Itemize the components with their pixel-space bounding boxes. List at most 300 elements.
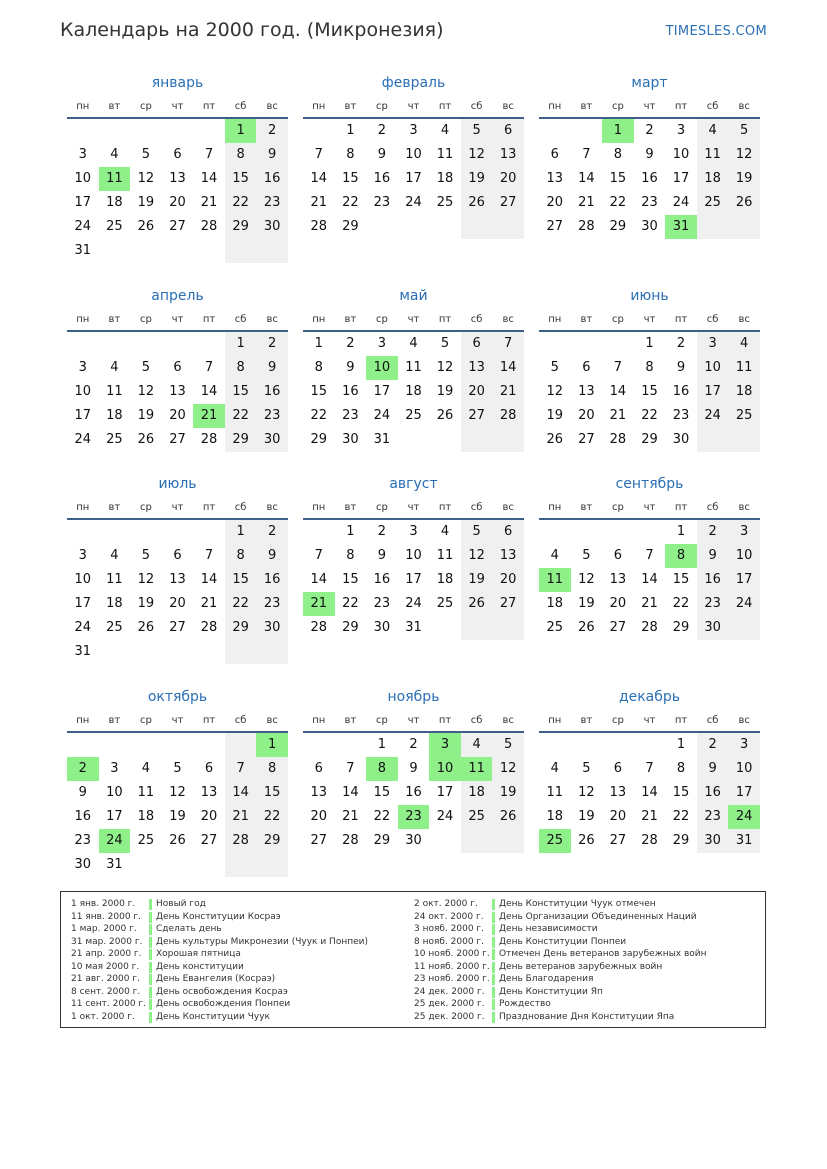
holiday-marker [492,962,495,973]
empty-day-cell [602,733,634,757]
week-row [67,239,288,263]
day-cell: 29 [342,219,359,234]
day-cell: 5 [461,119,493,143]
day-cell: 11 [728,356,760,380]
day-cell: 1 [676,737,686,752]
week-row [539,757,760,781]
day-cell: 27 [492,191,524,215]
day-cell: 10 [74,171,92,186]
day-cell: 15 [225,167,257,191]
month-name: февраль [381,75,446,91]
day-cell: 28 [641,620,658,635]
legend-date: 8 сент. 2000 г. [71,986,141,997]
week-row [539,332,760,356]
day-cell: 17 [74,596,92,611]
empty-day-cell [99,239,131,263]
legend-date: 10 нояб. 2000 г. [414,949,490,959]
day-cell: 28 [200,432,218,447]
empty-day-cell [303,520,335,544]
day-cell: 1 [602,119,634,143]
day-cell: 12 [137,171,155,186]
day-cell: 25 [405,408,422,423]
day-cell: 25 [436,596,454,611]
month-name: ноябрь [387,689,440,705]
day-cell: 7 [645,548,654,563]
empty-day-cell [99,733,131,757]
day-cell: 1 [225,520,257,544]
week-row [67,143,288,167]
day-cell: 5 [582,548,591,563]
day-cell: 27 [310,833,328,848]
day-cell: 21 [310,195,328,210]
day-cell: 3 [78,360,87,375]
day-cell: 27 [169,219,186,234]
holiday-marker [149,937,152,948]
holiday-marker [149,987,152,998]
day-cell: 9 [697,544,729,568]
week-row [67,191,288,215]
day-cell: 18 [546,596,564,611]
day-cell: 15 [672,572,690,587]
weekday-label: ср [611,101,624,112]
legend-holiday-name: День Организации Объединенных Наций [499,911,697,922]
day-cell: 26 [137,219,155,234]
month-11 [303,687,524,853]
day-cell: 6 [173,360,182,375]
weekday-label: чт [171,101,184,112]
day-cell: 15 [256,781,288,805]
legend-item [404,911,707,924]
week-row [67,733,288,757]
day-cell: 30 [697,616,729,640]
day-cell: 12 [461,143,493,167]
weekday-label: пн [548,502,562,513]
empty-day-cell [602,520,634,544]
day-cell: 15 [225,380,257,404]
day-cell: 12 [578,572,595,587]
day-cell: 10 [405,548,422,563]
weekday-header [303,97,524,119]
day-cell: 22 [256,805,288,829]
day-cell: 7 [492,332,524,356]
legend-date: 10 мая 2000 г. [71,961,140,972]
day-cell: 6 [613,761,623,776]
week-row [303,215,524,239]
day-cell: 12 [492,757,524,781]
day-cell: 29 [672,833,690,848]
day-cell: 19 [137,195,155,210]
day-cell: 17 [405,171,422,186]
week-row [67,781,288,805]
day-cell: 27 [169,620,186,635]
day-cell: 7 [346,761,355,776]
day-cell: 2 [67,757,99,781]
day-cell: 5 [141,548,151,563]
day-cell: 13 [461,356,493,380]
day-cell: 22 [672,809,690,824]
day-cell: 12 [578,785,595,800]
weekday-label: пн [312,502,326,513]
weekday-label: пт [674,101,688,112]
week-row [303,167,524,191]
day-cell: 3 [110,761,119,776]
weekday-label: вт [580,715,593,726]
legend-holiday-name: День Конституции Косраэ [156,911,281,922]
day-cell: 23 [697,592,729,616]
weekday-label: вт [344,101,357,112]
day-cell: 30 [641,219,658,234]
empty-day-cell [99,332,131,356]
weekday-label: пт [438,502,452,513]
day-cell: 24 [672,195,690,210]
empty-day-cell [728,616,760,640]
empty-day-cell [99,520,131,544]
holiday-marker [149,1012,152,1023]
day-cell: 20 [492,568,524,592]
day-cell: 25 [106,620,123,635]
day-cell: 1 [256,733,288,757]
empty-day-cell [99,640,131,664]
legend-item [404,986,707,999]
week-row [539,568,760,592]
day-cell: 13 [609,572,627,587]
day-cell: 13 [609,785,627,800]
week-row [67,356,288,380]
month-5 [303,286,524,452]
day-cell: 16 [672,384,690,399]
weekday-label: ср [611,715,624,726]
legend-date: 1 янв. 2000 г. [71,899,136,909]
empty-day-cell [193,239,225,263]
weekday-label: пн [312,715,326,726]
holiday-marker [149,999,152,1010]
day-cell: 14 [492,356,524,380]
legend-item [404,898,707,911]
legend-holiday-name: Новый год [156,899,206,909]
day-cell: 21 [609,408,627,423]
weekday-label: пт [202,715,216,726]
day-cell: 17 [405,572,422,587]
day-cell: 14 [310,572,328,587]
weekday-label: сб [470,715,483,726]
weekday-label: пн [76,314,90,325]
empty-day-cell [492,616,524,640]
month-name: январь [151,75,204,91]
day-cell: 26 [578,833,595,848]
day-cell: 11 [106,384,123,399]
day-cell: 16 [256,568,288,592]
day-cell: 4 [110,548,119,563]
day-cell: 24 [74,620,92,635]
empty-day-cell [728,428,760,452]
holiday-marker [492,974,495,985]
day-cell: 12 [546,384,564,399]
week-row [539,143,760,167]
day-cell: 4 [697,119,729,143]
month-name: июль [158,476,197,492]
day-cell: 2 [377,524,387,539]
month-name: апрель [151,288,204,304]
day-cell: 19 [169,809,186,824]
weekday-label: пт [438,715,452,726]
holiday-legend [60,891,766,1028]
day-cell: 10 [429,757,461,781]
weekday-header [67,310,288,332]
week-row [303,428,524,452]
day-cell: 13 [169,384,186,399]
legend-date: 23 нояб. 2000 г. [414,974,490,984]
empty-day-cell [193,640,225,664]
day-cell: 16 [74,809,92,824]
day-cell: 30 [405,833,422,848]
day-cell: 7 [204,360,214,375]
legend-date: 24 дек. 2000 г. [414,986,485,997]
day-cell: 25 [436,195,454,210]
day-cell: 17 [436,785,454,800]
day-cell: 23 [672,408,690,423]
day-cell: 26 [169,833,186,848]
day-cell: 1 [676,524,686,539]
legend-item [61,936,368,949]
empty-day-cell [728,215,760,239]
day-cell: 26 [461,191,493,215]
day-cell: 2 [256,332,288,356]
weekday-label: пт [438,101,452,112]
empty-day-cell [461,616,493,640]
weekday-label: сб [470,502,483,513]
day-cell: 7 [314,548,323,563]
weekday-label: вт [108,101,121,112]
month-9 [539,474,760,640]
day-cell: 12 [137,384,155,399]
month-name: сентябрь [615,476,684,492]
day-cell: 20 [169,195,186,210]
holiday-marker [492,987,495,998]
week-row [539,544,760,568]
day-cell: 30 [672,432,690,447]
legend-holiday-name: День освобождения Понпеи [156,999,291,1009]
day-cell: 18 [137,809,155,824]
day-cell: 30 [697,829,729,853]
day-cell: 21 [492,380,524,404]
day-cell: 15 [373,785,391,800]
empty-day-cell [398,215,430,239]
month-10 [67,687,288,877]
empty-day-cell [67,119,99,143]
day-cell: 26 [461,592,493,616]
day-cell: 27 [492,592,524,616]
day-cell: 24 [373,408,391,423]
week-row [67,592,288,616]
day-cell: 29 [342,620,359,635]
legend-date: 8 нояб. 2000 г. [414,936,485,947]
weekday-label: ср [139,715,152,726]
week-row [539,805,760,829]
day-cell: 22 [225,592,257,616]
week-row [67,428,288,452]
empty-day-cell [130,239,162,263]
day-cell: 18 [728,380,760,404]
day-cell: 26 [137,432,155,447]
day-cell: 28 [492,404,524,428]
day-cell: 29 [373,833,391,848]
page-title: Календарь на 2000 год. (Микронезия) [60,19,444,41]
day-cell: 31 [728,829,760,853]
day-cell: 13 [169,572,186,587]
empty-day-cell [162,332,194,356]
day-cell: 10 [728,544,760,568]
empty-day-cell [461,428,493,452]
day-cell: 28 [310,219,328,234]
empty-day-cell [130,640,162,664]
day-cell: 13 [169,171,186,186]
legend-holiday-name: День Конституции Чуук [156,1011,270,1022]
legend-item [404,998,707,1011]
empty-day-cell [193,332,225,356]
day-cell: 16 [641,171,658,186]
month-3 [539,73,760,239]
day-cell: 1 [314,336,323,351]
day-cell: 2 [256,119,288,143]
empty-day-cell [571,520,603,544]
brand-link[interactable]: TIMESLES.COM [665,24,767,39]
weekday-label: вс [266,715,278,726]
day-cell: 14 [609,384,627,399]
day-cell: 24 [436,809,454,824]
day-cell: 19 [461,568,493,592]
day-cell: 3 [728,733,760,757]
day-cell: 17 [697,380,729,404]
empty-day-cell [193,733,225,757]
legend-item [61,948,368,961]
weekday-label: ср [139,101,152,112]
day-cell: 14 [641,785,658,800]
legend-holiday-name: День конституции [156,961,244,972]
day-cell: 21 [225,805,257,829]
day-cell: 20 [310,809,328,824]
day-cell: 30 [373,620,391,635]
weekday-label: чт [407,101,420,112]
legend-date: 25 дек. 2000 г. [414,1011,485,1022]
empty-day-cell [67,733,99,757]
empty-day-cell [539,119,571,143]
day-cell: 19 [436,384,454,399]
empty-day-cell [193,119,225,143]
day-cell: 29 [256,829,288,853]
weekday-label: вт [580,101,593,112]
holiday-marker [149,974,152,985]
week-row [539,215,760,239]
day-cell: 28 [578,219,595,234]
empty-day-cell [492,428,524,452]
empty-day-cell [162,733,194,757]
day-cell: 2 [697,520,729,544]
week-row [303,404,524,428]
day-cell: 29 [225,215,257,239]
weekday-label: ср [139,314,152,325]
day-cell: 20 [609,809,627,824]
empty-day-cell [303,733,335,757]
weekday-label: пт [438,314,452,325]
day-cell: 8 [366,757,398,781]
legend-date: 24 окт. 2000 г. [414,911,484,922]
day-cell: 8 [346,147,355,162]
day-cell: 2 [256,520,288,544]
legend-item [61,961,368,974]
empty-day-cell [225,853,257,877]
day-cell: 22 [609,195,627,210]
weekday-label: пт [674,715,688,726]
day-cell: 8 [346,548,355,563]
weekday-header [67,97,288,119]
day-cell: 25 [461,805,493,829]
day-cell: 1 [346,123,355,138]
week-row [539,520,760,544]
day-cell: 16 [256,167,288,191]
weekday-label: вс [266,101,278,112]
empty-day-cell [429,616,461,640]
weekday-header [303,310,524,332]
week-row [303,568,524,592]
month-name: октябрь [147,689,208,705]
weekday-label: вт [344,715,357,726]
day-cell: 5 [461,520,493,544]
day-cell: 9 [409,761,418,776]
day-cell: 13 [578,384,595,399]
day-cell: 15 [342,572,359,587]
day-cell: 14 [641,572,658,587]
day-cell: 19 [578,596,595,611]
day-cell: 9 [676,360,686,375]
day-cell: 15 [310,384,328,399]
legend-item [404,948,707,961]
day-cell: 10 [366,356,398,380]
day-cell: 31 [405,620,422,635]
week-row [303,592,524,616]
legend-item [61,1011,368,1024]
day-cell: 8 [225,544,257,568]
day-cell: 23 [74,833,92,848]
month-name: август [389,476,438,492]
empty-day-cell [539,332,571,356]
legend-date: 11 янв. 2000 г. [71,911,141,922]
legend-item [61,923,368,936]
day-cell: 9 [697,757,729,781]
week-row [539,404,760,428]
day-cell: 3 [78,548,87,563]
day-cell: 6 [314,761,323,776]
holiday-marker [492,1012,495,1023]
week-row [67,616,288,640]
legend-column-right [404,898,707,1023]
legend-item [61,998,368,1011]
week-row [67,757,288,781]
day-cell: 28 [200,620,218,635]
legend-item [404,923,707,936]
day-cell: 22 [373,809,391,824]
legend-holiday-name: День Благодарения [499,974,594,984]
day-cell: 14 [200,384,218,399]
empty-day-cell [335,733,367,757]
legend-date: 1 окт. 2000 г. [71,1011,135,1022]
week-row [67,805,288,829]
week-row [67,119,288,143]
day-cell: 28 [200,219,218,234]
day-cell: 2 [409,737,418,752]
day-cell: 22 [342,195,359,210]
legend-item [404,936,707,949]
day-cell: 18 [106,596,123,611]
